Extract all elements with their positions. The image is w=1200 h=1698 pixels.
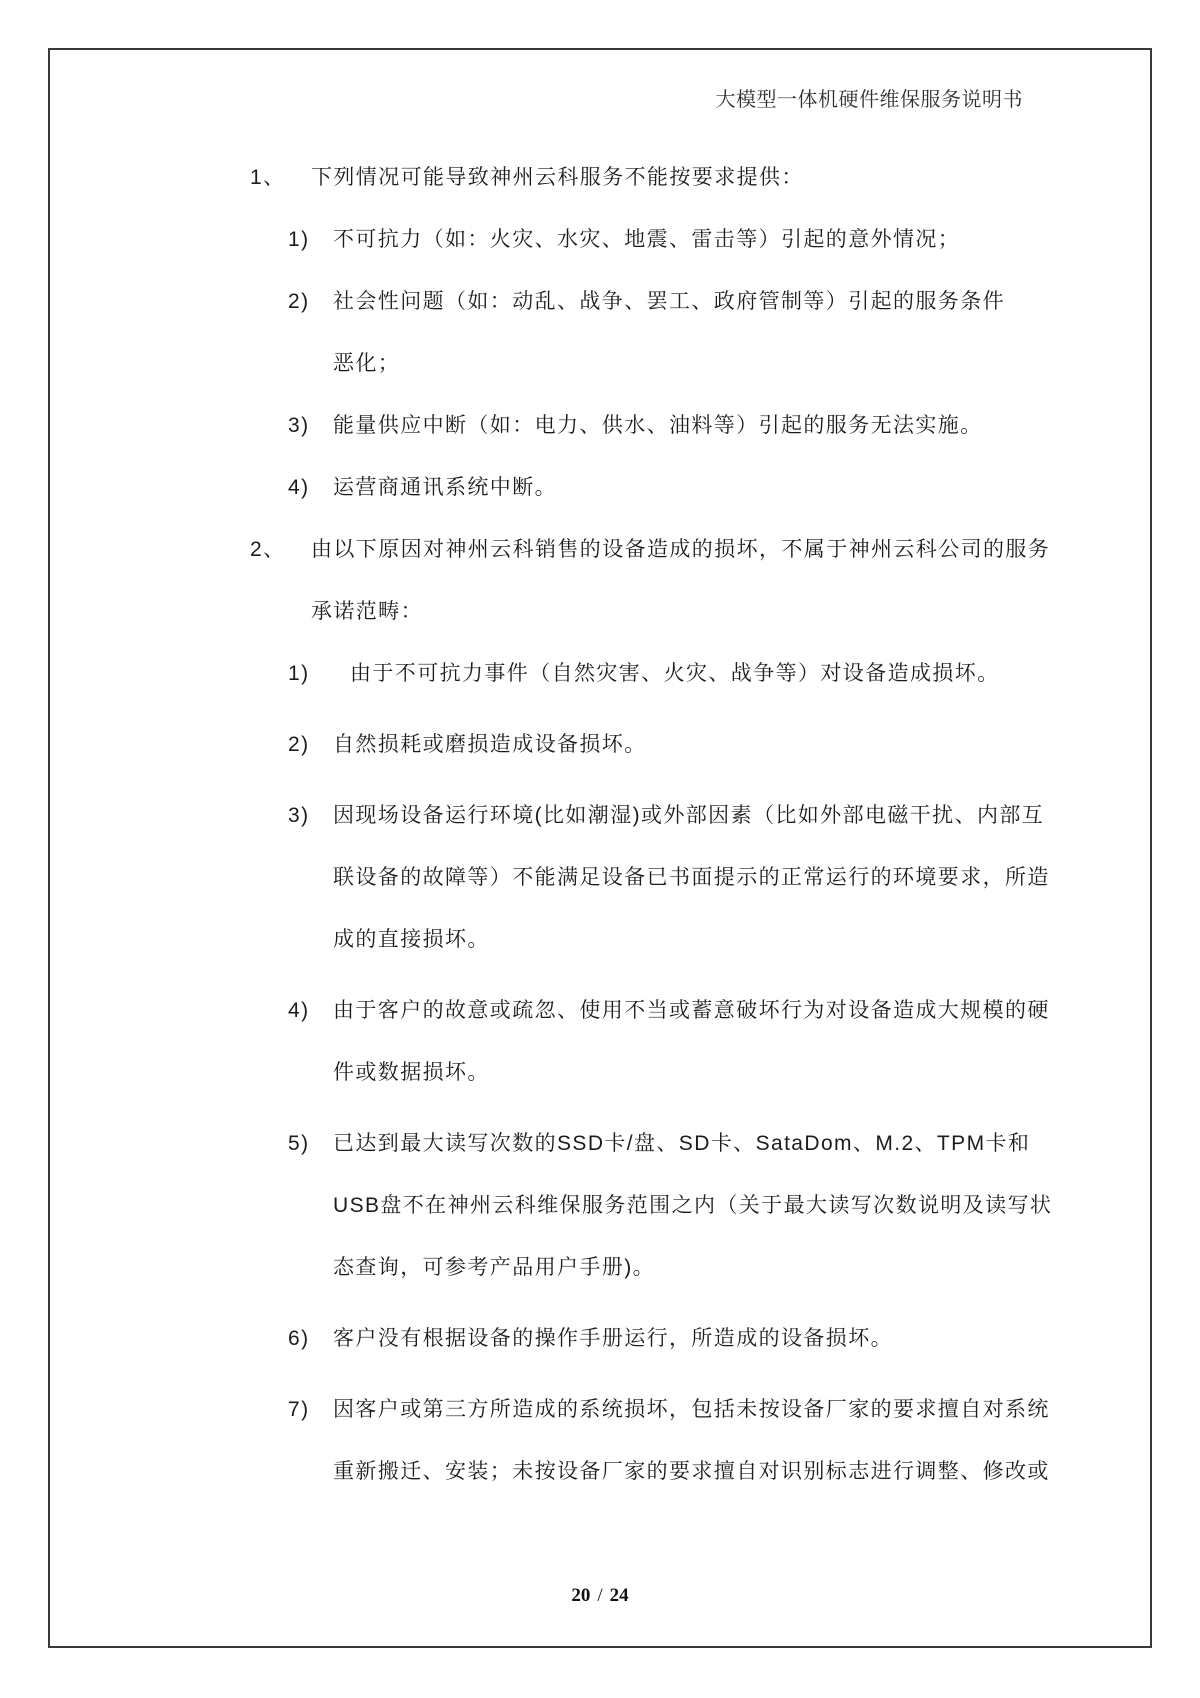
line-text: 联设备的故障等）不能满足设备已书面提示的正常运行的环境要求，所造: [333, 866, 1050, 889]
document-line: [0, 1237, 1200, 1299]
line-text: 运营商通讯系统中断。: [333, 476, 557, 499]
line-text: 能量供应中断（如：电力、供水、油料等）引起的服务无法实施。: [333, 414, 983, 437]
line-text: 因客户或第三方所造成的系统损坏，包括未按设备厂家的要求擅自对系统: [333, 1398, 1050, 1421]
line-text: USB盘不在神州云科维保服务范围之内（关于最大读写次数说明及读写状: [333, 1194, 1053, 1217]
list-marker: 7): [288, 1398, 310, 1421]
document-line: [0, 147, 1200, 209]
document-line: [0, 643, 1200, 705]
list-marker: 3): [288, 414, 310, 437]
document-line: [0, 271, 1200, 333]
document-line: [0, 395, 1200, 457]
list-marker: 1、: [250, 166, 286, 189]
list-item: [0, 457, 1200, 519]
list-marker: 3): [288, 804, 310, 827]
list-marker: 1): [288, 228, 310, 251]
list-item: [0, 714, 1200, 776]
line-text: 恶化；: [333, 352, 401, 375]
list-marker: 5): [288, 1132, 310, 1155]
list-item: [0, 395, 1200, 457]
document-line: [0, 714, 1200, 776]
line-text: 已达到最大读写次数的SSD卡/盘、SD卡、SataDom、M.2、TPM卡和: [333, 1132, 1031, 1155]
line-text: 因现场设备运行环境(比如潮湿)或外部因素（比如外部电磁干扰、内部互: [333, 804, 1045, 827]
page-footer: [0, 1585, 1200, 1607]
document-line: [0, 333, 1200, 395]
list-item: [0, 209, 1200, 271]
line-text: 态查询，可参考产品用户手册)。: [333, 1256, 655, 1279]
list-item: [0, 643, 1200, 705]
line-text: 自然损耗或磨损造成设备损坏。: [333, 733, 647, 756]
page-number-total: 24: [609, 1585, 629, 1606]
document-line: [0, 209, 1200, 271]
line-text: 下列情况可能导致神州云科服务不能按要求提供：: [311, 166, 804, 189]
document-body: [0, 147, 1200, 1503]
list-item: [0, 1379, 1200, 1503]
page-header: [716, 83, 1024, 112]
list-marker: 2、: [250, 538, 286, 561]
header-title: 大模型一体机硬件维保服务说明书: [715, 89, 1023, 111]
document-line: [0, 1175, 1200, 1237]
line-text: 由于不可抗力事件（自然灾害、火灾、战争等）对设备造成损坏。: [350, 662, 1000, 685]
list-marker: 6): [288, 1327, 310, 1350]
document-line: [0, 909, 1200, 971]
list-item: [0, 519, 1200, 643]
list-item: [0, 147, 1200, 209]
list-item: [0, 785, 1200, 971]
line-text: 不可抗力（如：火灾、水灾、地震、雷击等）引起的意外情况；: [333, 228, 961, 251]
line-text: 社会性问题（如：动乱、战争、罢工、政府管制等）引起的服务条件: [333, 290, 1005, 313]
line-text: 承诺范畴：: [311, 600, 423, 623]
line-text: 成的直接损坏。: [333, 928, 490, 951]
document-line: [0, 785, 1200, 847]
page-number-separator: /: [597, 1585, 603, 1606]
document-line: [0, 1308, 1200, 1370]
line-text: 件或数据损坏。: [333, 1061, 490, 1084]
list-item: [0, 271, 1200, 395]
document-line: [0, 1379, 1200, 1441]
list-item: [0, 980, 1200, 1104]
line-text: 由于客户的故意或疏忽、使用不当或蓄意破坏行为对设备造成大规模的硬: [333, 999, 1050, 1022]
page-number-current: 20: [571, 1585, 591, 1606]
list-item: [0, 1113, 1200, 1299]
document-line: [0, 581, 1200, 643]
list-marker: 1): [288, 662, 310, 685]
list-marker: 2): [288, 733, 310, 756]
document-line: [0, 519, 1200, 581]
line-text: 重新搬迁、安装；未按设备厂家的要求擅自对识别标志进行调整、修改或: [333, 1460, 1050, 1483]
document-line: [0, 1042, 1200, 1104]
document-line: [0, 980, 1200, 1042]
line-text: 由以下原因对神州云科销售的设备造成的损坏，不属于神州云科公司的服务: [311, 538, 1051, 561]
list-marker: 4): [288, 476, 310, 499]
document-line: [0, 1441, 1200, 1503]
list-marker: 4): [288, 999, 310, 1022]
document-line: [0, 1113, 1200, 1175]
document-line: [0, 457, 1200, 519]
document-line: [0, 847, 1200, 909]
list-item: [0, 1308, 1200, 1370]
list-marker: 2): [288, 290, 310, 313]
line-text: 客户没有根据设备的操作手册运行，所造成的设备损坏。: [333, 1327, 893, 1350]
